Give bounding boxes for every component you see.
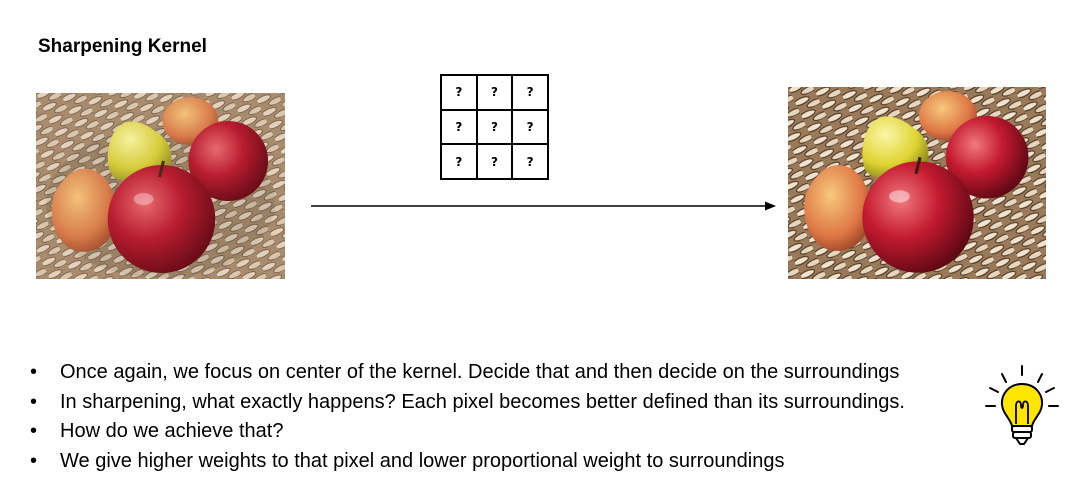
kernel-cell: ? <box>477 110 513 145</box>
bullet-list <box>30 358 1030 476</box>
sharpened-fruit-photo <box>788 87 1046 279</box>
kernel-cell: ? <box>512 110 548 145</box>
kernel-cell: ? <box>512 75 548 110</box>
kernel-matrix <box>440 74 549 180</box>
bullet-item: • Once again, we focus on center of the kernel. Decide that and then decide on the surroundings <box>30 358 1030 388</box>
lightbulb-icon <box>984 364 1060 450</box>
kernel-cell: ? <box>512 144 548 179</box>
kernel-cell: ? <box>441 144 477 179</box>
kernel-cell: ? <box>441 75 477 110</box>
kernel-cell: ? <box>441 110 477 145</box>
transform-arrow <box>311 199 776 213</box>
original-fruit-photo <box>36 93 285 279</box>
slide-title: Sharpening Kernel <box>38 36 207 57</box>
kernel-cell: ? <box>477 144 513 179</box>
kernel-cell: ? <box>477 75 513 110</box>
bullet-item: • In sharpening, what exactly happens? Each pixel becomes better defined than its surroundings. <box>30 388 1030 418</box>
bullet-item: • How do we achieve that? <box>30 417 1030 447</box>
bullet-item: • We give higher weights to that pixel and lower proportional weight to surroundings <box>30 447 1030 477</box>
